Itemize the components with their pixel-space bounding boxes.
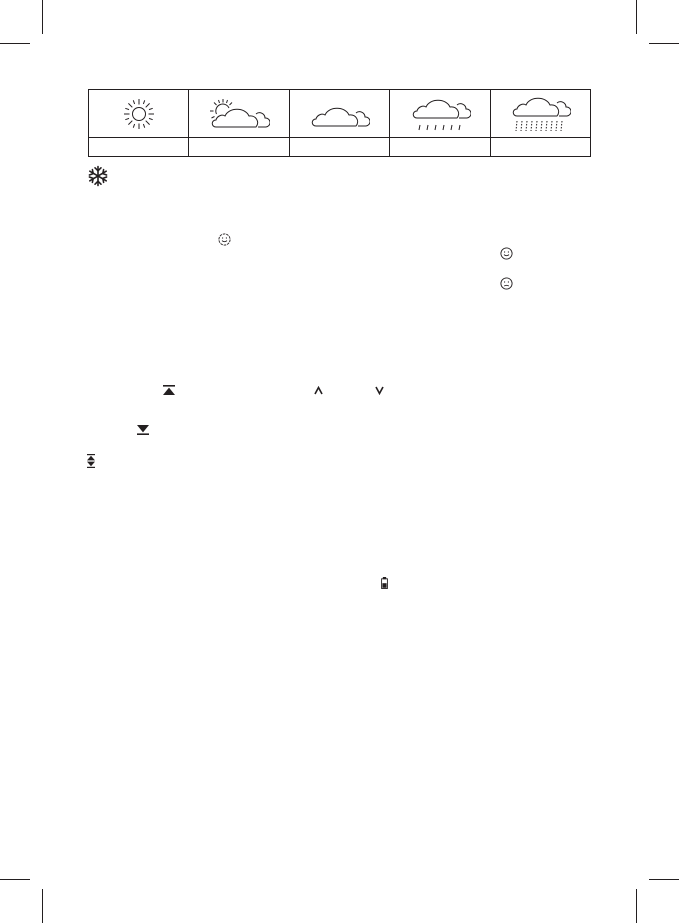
forecast-table xyxy=(88,89,591,157)
rainy-icon xyxy=(409,94,471,134)
forecast-cell-snowy xyxy=(490,90,590,138)
arrow-up-bar-icon xyxy=(163,385,175,395)
max-min-icon xyxy=(87,454,95,468)
caret-down-icon xyxy=(375,386,384,395)
forecast-label xyxy=(289,138,389,157)
crop-mark xyxy=(636,889,637,923)
forecast-label xyxy=(189,138,289,157)
forecast-label xyxy=(89,138,189,157)
cloudy-icon xyxy=(308,97,370,131)
crop-mark xyxy=(636,0,637,34)
crop-mark xyxy=(649,43,679,44)
caret-up-icon xyxy=(314,386,323,395)
forecast-cell-partly-cloudy xyxy=(189,90,289,138)
smiley-face-icon xyxy=(500,247,513,260)
partly-cloudy-icon xyxy=(208,97,270,131)
sunny-icon xyxy=(122,97,156,131)
crop-mark xyxy=(0,43,30,44)
forecast-label xyxy=(390,138,490,157)
forecast-cell-rainy xyxy=(390,90,490,138)
crop-mark xyxy=(649,879,679,880)
crop-mark xyxy=(42,889,43,923)
forecast-label xyxy=(490,138,590,157)
forecast-cell-sunny xyxy=(89,90,189,138)
forecast-cell-cloudy xyxy=(289,90,389,138)
crop-mark xyxy=(42,0,43,34)
neutral-face-icon xyxy=(500,277,513,290)
smiley-face-icon xyxy=(218,233,231,246)
snowflake-icon xyxy=(87,165,109,187)
snowy-icon xyxy=(509,94,571,134)
crop-mark xyxy=(0,879,30,880)
arrow-down-bar-icon xyxy=(137,425,149,435)
battery-icon xyxy=(381,577,388,589)
